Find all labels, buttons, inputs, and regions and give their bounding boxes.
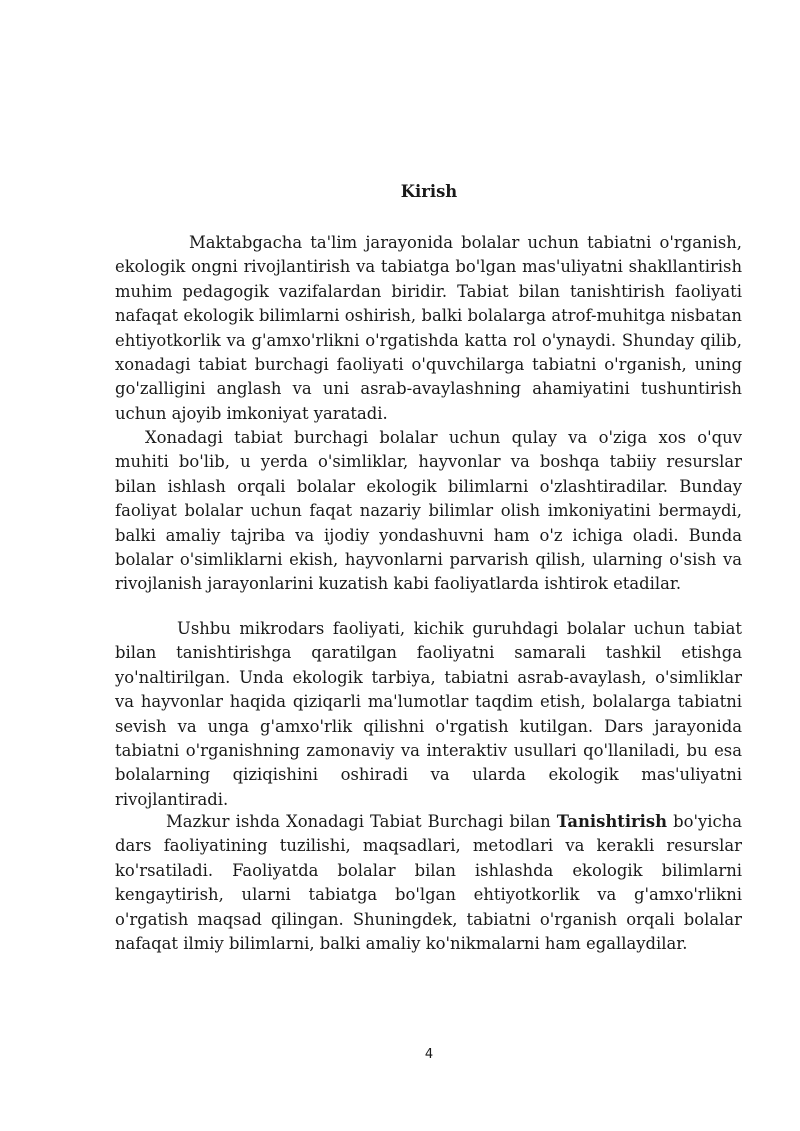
paragraph-1: Maktabgacha ta'lim jarayonida bolalar uchun tabiatni o'rganish, ekologik ongni rivojlantirish va tabiatga bo'lgan mas'uliyatni shakllantirish muhim pedagogik vazifalardan biridir. Tabiat bilan tanishtirish faoliyati nafaqat ekologik bilimlarni oshirish, balki bolalarga atrof-muhitga nisbatan ehtiyotkorlik va g'amxo'rlikni o'rgatishda katta rol o'ynaydi. Shunday qilib, xonadagi tabiat burchagi faoliyati o'quvchilarga tabiatni o'rganish, uning go'zalligini anglash va uni asrab-avaylashning ahamiyatini tushuntirish uchun ajoyib imkoniyat yaratadi. [115,233,742,423]
paragraph-4-rest-text: bo'yicha dars faoliyatining tuzilishi, maqsadlari, metodlari va kerakli resurslar ko'rsatiladi. Faoliyatda bolalar bilan ishlashda ekologik bilimlarni kengaytirish, ularni tabiatga bo'lgan ehtiyotkorlik va g'amxo'rlikni o'rgatish maqsad qilingan. Shuningdek, tabiatni o'rganish orqali bolalar nafaqat ilmiy bilimlarni, balki amaliy ko'nikmalarni ham egallaydilar. [115,812,742,954]
paragraph-4 [115,810,742,956]
paragraph-4-bold-term: Tanishtirish [556,812,668,831]
page-number: 4 [424,1047,434,1062]
paragraph-4-lead-text: Mazkur ishda Xonadagi Tabiat Burchagi bilan [166,812,557,831]
section-title: Kirish [400,182,458,201]
paragraph-3: Ushbu mikrodars faoliyati, kichik guruhdagi bolalar uchun tabiat bilan tanishtirishga qaratilgan faoliyatni samarali tashkil etishga yo'naltirilgan. Unda ekologik tarbiya, tabiatni asrab-avaylash, o'simliklar va hayvonlar haqida qiziqarli ma'lumotlar taqdim etish, bolalarga tabiatni sevish va unga g'amxo'rlik qilishni o'rgatish kutilgan. Dars jarayonida tabiatni o'rganishning zamonaviy va interaktiv usullari qo'llaniladi, bu esa bolalarning qiziqishini oshiradi va ularda ekologik mas'uliyatni rivojlantiradi. [115,619,742,809]
paragraph-2: Xonadagi tabiat burchagi bolalar uchun qulay va o'ziga xos o'quv muhiti bo'lib, u yerda o'simliklar, hayvonlar va boshqa tabiiy resurslar bilan ishlash orqali bolalar ekologik bilimlarni o'zlashtiradilar. Bunday faoliyat bolalar uchun faqat nazariy bilimlar olish imkoniyatini bermaydi, balki amaliy tajriba va ijodiy yondashuvni ham o'z ichiga oladi. Bunda bolalar o'simliklarni ekish, hayvonlarni parvarish qilish, ularning o'sish va rivojlanish jarayonlarini kuzatish kabi faoliyatlarda ishtirok etadilar. [115,428,742,594]
